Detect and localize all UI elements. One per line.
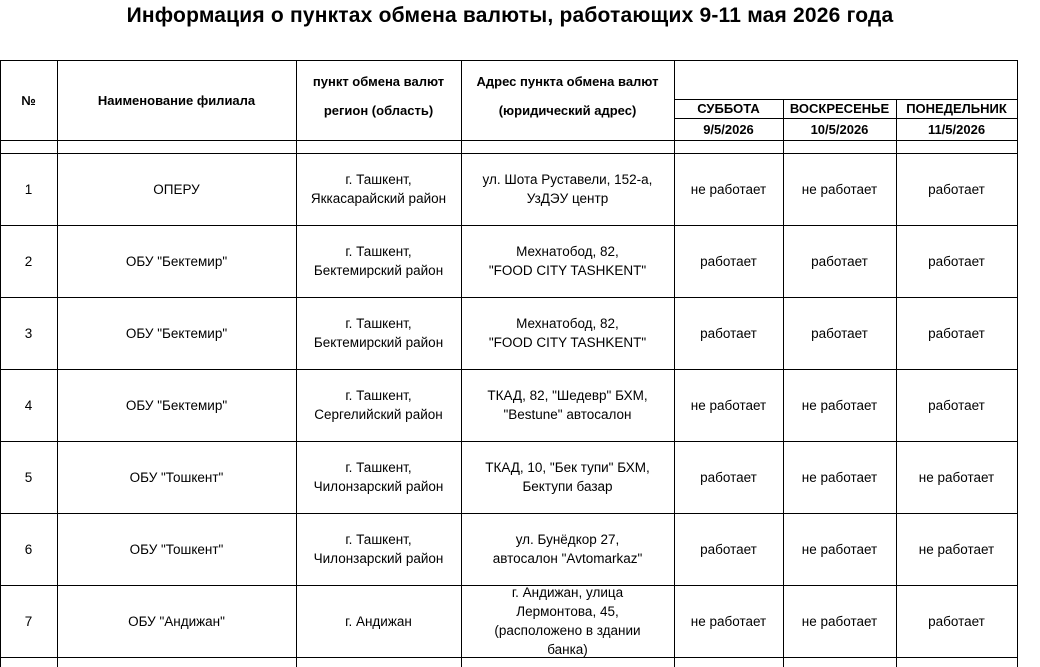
table-cell-address: ТКАД, 82, "Шедевр" БХМ, "Bestune" автосалон (487, 388, 648, 422)
table-cell-num: 7 (24, 613, 33, 629)
table-rule (296, 60, 297, 667)
header-day-name: СУББОТА (697, 101, 760, 116)
table-cell-num: 5 (24, 469, 33, 485)
table-rule (0, 140, 1017, 141)
table-cell-mon: работает (928, 181, 985, 197)
table-cell-sat: не работает (690, 397, 767, 413)
table-cell-sat: работает (700, 325, 757, 341)
header-number: № (21, 92, 36, 108)
table-rule (1017, 60, 1018, 667)
table-cell-num: 3 (24, 325, 33, 341)
table-cell-mon: не работает (918, 469, 995, 485)
table-cell-address: ул. Бунёдкор 27, автосалон "Avtomarkaz" (492, 532, 643, 566)
table-cell-address: Мехнатобод, 82, "FOOD CITY TASHKENT" (488, 244, 647, 278)
table-cell-branch: ОБУ "Бектемир" (125, 325, 228, 341)
header-day-date: 9/5/2026 (703, 121, 754, 137)
header-region-line2: регион (область) (323, 102, 434, 118)
table-rule (0, 657, 1017, 658)
table-cell-branch: ОБУ "Бектемир" (125, 397, 228, 413)
table-cell-address: ТКАД, 10, "Бек тупи" БХМ, Бектупи базар (485, 460, 650, 494)
table-rule (57, 60, 58, 667)
table-cell-mon: работает (928, 397, 985, 413)
table-cell-sat: работает (700, 253, 757, 269)
table-cell-region: г. Ташкент, Бектемирский район (313, 244, 444, 278)
page-title: Информация о пунктах обмена валюты, работающих 9-11 мая 2026 года (126, 4, 894, 27)
table-cell-mon: не работает (918, 541, 995, 557)
header-day-date: 10/5/2026 (810, 121, 869, 137)
table-cell-address: Мехнатобод, 82, "FOOD CITY TASHKENT" (488, 316, 647, 350)
table-cell-sat: не работает (690, 181, 767, 197)
table-cell-region: г. Ташкент, Сергелийский район (314, 388, 443, 422)
table-cell-region: г. Ташкент, Чилонзарский район (313, 460, 444, 494)
table-cell-sun: не работает (801, 181, 878, 197)
table-rule (674, 60, 675, 667)
table-cell-region: г. Ташкент, Чилонзарский район (313, 532, 444, 566)
header-day-name: ПОНЕДЕЛЬНИК (906, 101, 1007, 116)
table-cell-region: г. Ташкент, Бектемирский район (313, 316, 444, 350)
table-cell-address: ул. Шота Руставели, 152-а, УзДЭУ центр (482, 172, 653, 206)
table-cell-sun: не работает (801, 469, 878, 485)
table-cell-sat: не работает (690, 613, 767, 629)
table-cell-num: 2 (24, 253, 33, 269)
table-cell-sun: работает (811, 253, 868, 269)
header-day-date: 11/5/2026 (927, 121, 986, 137)
table-cell-branch: ОБУ "Тошкент" (129, 541, 224, 557)
table-cell-sun: не работает (801, 541, 878, 557)
table-cell-branch: ОБУ "Андижан" (128, 613, 225, 629)
table-cell-region: г. Андижан (345, 613, 412, 629)
header-address-line1: Адрес пункта обмена валют (476, 73, 659, 89)
header-address-line2: (юридический адрес) (498, 102, 637, 118)
table-cell-num: 4 (24, 397, 33, 413)
table-cell-mon: работает (928, 325, 985, 341)
header-region-line1: пункт обмена валют (312, 73, 445, 89)
table-rule (461, 60, 462, 667)
table-rule (0, 60, 1, 667)
table-rule (896, 99, 897, 667)
table-cell-sat: работает (700, 541, 757, 557)
table-cell-sun: не работает (801, 613, 878, 629)
table-cell-sun: не работает (801, 397, 878, 413)
table-cell-num: 1 (24, 181, 33, 197)
table-rule (783, 99, 784, 667)
table-cell-mon: работает (928, 253, 985, 269)
table-cell-region: г. Ташкент, Яккасарайский район (310, 172, 447, 206)
table-cell-branch: ОБУ "Бектемир" (125, 253, 228, 269)
table-cell-sun: работает (811, 325, 868, 341)
table-cell-address: г. Андижан, улица Лермонтова, 45, (расположено в здании банка) (494, 585, 641, 657)
header-day-name: ВОСКРЕСЕНЬЕ (789, 101, 890, 116)
table-cell-branch: ОПЕРУ (153, 181, 200, 197)
table-cell-mon: работает (928, 613, 985, 629)
header-branch: Наименование филиала (97, 92, 256, 108)
table-cell-sat: работает (700, 469, 757, 485)
table-cell-num: 6 (24, 541, 33, 557)
table-cell-branch: ОБУ "Тошкент" (129, 469, 224, 485)
